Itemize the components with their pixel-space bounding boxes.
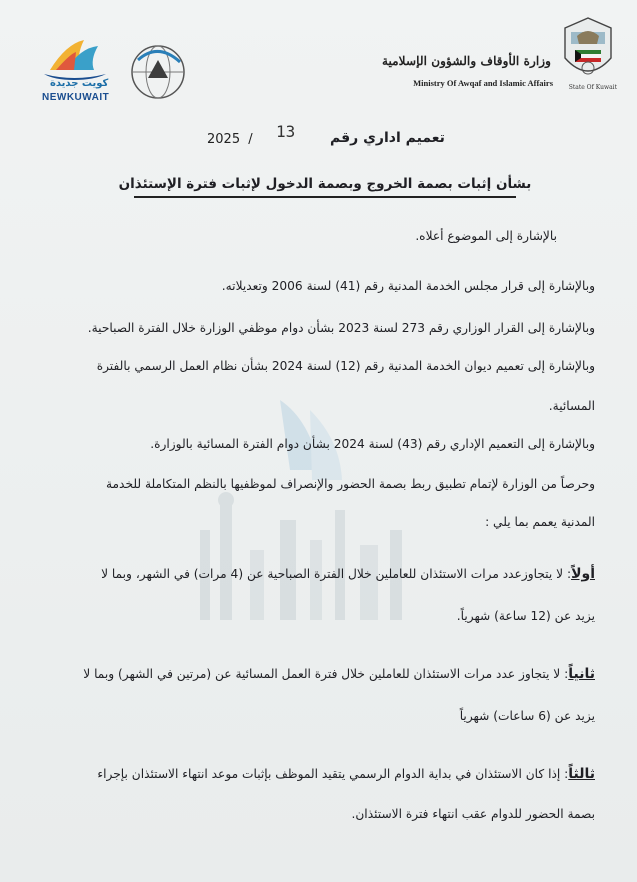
circular-line [0, 122, 637, 152]
ministry-name-en: Ministry Of Awqaf and Islamic Affairs [413, 78, 553, 88]
item-third-line [97, 760, 595, 788]
item-third-line2: بصمة الحضور للدوام عقب انتهاء فترة الاستئذان. [351, 807, 595, 821]
item-first-head: أولاً [571, 566, 595, 582]
ref-line [106, 470, 595, 498]
emblem-caption: State Of Kuwait [568, 84, 617, 91]
circular-label: تعميم اداري رقم [330, 130, 445, 146]
item-second-line [83, 660, 595, 688]
globe-logo-icon [124, 38, 192, 106]
ref-text: وبالإشارة إلى قرار مجلس الخدمة المدنية رقم (41) لسنة 2006 وتعديلاته. [221, 279, 595, 293]
circular-separator: / [248, 132, 253, 147]
ref-line-continued: المدنية يعمم بما يلي : [485, 515, 595, 529]
ref-line [97, 352, 595, 380]
new-kuwait-ar: كويت جديدة [50, 78, 109, 89]
item-first-line2: يزيد عن (12 ساعة) شهرياً. [456, 609, 595, 623]
subject-underline [134, 196, 516, 198]
item-second-text: : لا يتجاوز عدد مرات الاستئذان للعاملين خلال فترة العمل المسائية عن (مرتين في الشهر) وبما لا [83, 667, 569, 681]
ref-text: وبالإشارة إلى تعميم ديوان الخدمة المدنية رقم (12) لسنة 2024 بشأن نظام العمل الرسمي بالفترة [96, 359, 595, 373]
item-first-line [101, 560, 595, 588]
watermark-skyline-icon [160, 380, 440, 640]
ref-text: وبالإشارة إلى القرار الوزاري رقم 273 لسنة 2023 بشأن دوام موظفي الوزارة خلال الفترة الصباحية. [87, 321, 595, 335]
ref-line-continued: المسائية. [548, 399, 595, 413]
ministry-name-ar: وزارة الأوقاف والشؤون الإسلامية [381, 54, 551, 68]
item-first-text: : لا يتجاوزعدد مرات الاستئذان للعاملين خلال الفترة الصباحية عن (4 مرات) في الشهر، وبما لا [101, 567, 572, 581]
ref-text: وبالإشارة إلى التعميم الإداري رقم (43) لسنة 2024 بشأن دوام الفترة المسائية بالوزارة. [150, 437, 595, 451]
item-third-head: ثالثاً [568, 766, 595, 782]
ministry-header [379, 14, 619, 94]
ref-line [88, 314, 595, 342]
circular-year-group [207, 132, 253, 147]
logos-group [36, 28, 196, 108]
subject-title: بشأن إثبات بصمة الخروج وبصمة الدخول لإثبات فترة الإستئذان [118, 176, 532, 192]
ref-line [150, 430, 595, 458]
ref-line [222, 272, 595, 300]
item-third-text: : إذا كان الاستئذان في بداية الدوام الرسمي يتقيد الموظف بإثبات موعد انتهاء الاستئذان بإجراء [97, 767, 569, 781]
new-kuwait-en: NEWKUWAIT [42, 92, 110, 103]
intro-text: بالإشارة إلى الموضوع أعلاه. [415, 229, 557, 243]
item-second-head: ثانياً [568, 666, 595, 682]
kuwait-emblem-icon [557, 14, 619, 90]
ref-text: وحرصاً من الوزارة لإتمام تطبيق ربط بصمة الحضور والإنصراف لموظفيها بالنظم المتكاملة للخدمة [106, 477, 595, 491]
circular-year: 2025 [207, 132, 241, 147]
item-second-line2: يزيد عن (6 ساعات) شهرياً [459, 709, 595, 723]
circular-number: 13 [276, 122, 296, 141]
